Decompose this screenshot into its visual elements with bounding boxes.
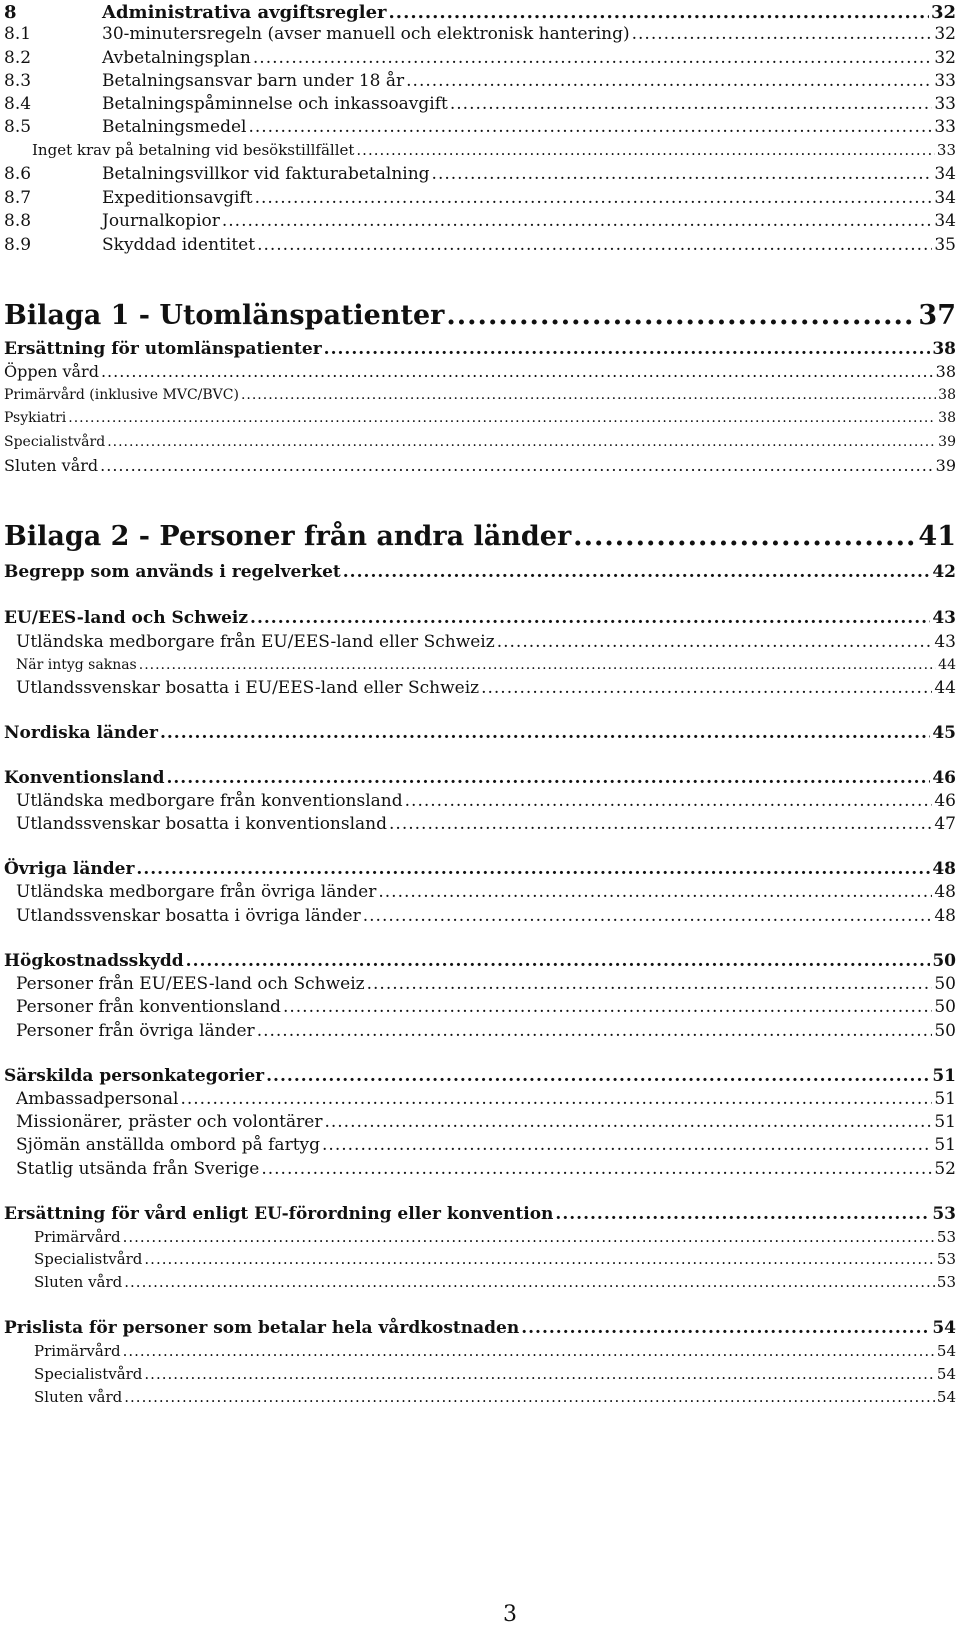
toc-title: Konventionsland — [4, 768, 165, 788]
toc-title: Personer från övriga länder — [16, 1021, 255, 1041]
toc-dot-leader — [255, 188, 933, 209]
toc-entry-bilaga-1-utomlanspatienter[interactable] — [4, 300, 956, 331]
toc-dot-leader — [68, 409, 936, 427]
toc-page-number: 44 — [934, 678, 956, 698]
toc-page-number: 33 — [934, 94, 956, 114]
toc-title: Sluten vård — [34, 1273, 123, 1291]
toc-entry-ersattning-for-utomlanspatienter[interactable] — [4, 339, 956, 360]
toc-entry-oppen-vard[interactable] — [4, 362, 956, 382]
toc-dot-leader — [573, 521, 916, 552]
toc-entry-psykiatri[interactable] — [4, 409, 956, 427]
toc-entry-personer-fran-konventionsland[interactable] — [16, 997, 956, 1018]
toc-dot-leader — [123, 1342, 935, 1361]
toc-title: Prislista för personer som betalar hela vårdkostnaden — [4, 1318, 520, 1338]
toc-page-number: 33 — [936, 141, 956, 159]
toc-page-number: 32 — [934, 24, 956, 44]
toc-entry-betalningspaminnelse-och-inkassoavgift[interactable] — [4, 94, 956, 115]
toc-page-number: 37 — [918, 300, 956, 331]
toc-dot-leader — [446, 300, 916, 331]
toc-entry-specialistvard[interactable] — [34, 1250, 956, 1269]
toc-page-number: 51 — [934, 1135, 956, 1155]
toc-title: Betalningspåminnelse och inkassoavgift — [102, 94, 448, 114]
toc-entry-missionarer-praster-och-volontarer[interactable] — [16, 1112, 956, 1133]
toc-entry-personer-fran-ovriga-lander[interactable] — [16, 1021, 956, 1042]
toc-page-number: 33 — [934, 71, 956, 91]
toc-title: Journalkopior — [102, 211, 220, 231]
toc-title: Expeditionsavgift — [102, 188, 253, 208]
toc-page-number: 53 — [936, 1273, 956, 1291]
toc-dot-leader — [144, 1250, 935, 1269]
toc-entry-betalningsansvar-barn-under-18-ar[interactable] — [4, 71, 956, 92]
toc-entry-bilaga-2-personer-fran-andra-lander[interactable] — [4, 521, 956, 552]
toc-entry-sjoman-anstallda-ombord-pa-fartyg[interactable] — [16, 1135, 956, 1156]
toc-page-number: 50 — [934, 1021, 956, 1041]
toc-title: Specialistvård — [34, 1250, 143, 1268]
toc-entry-betalningsvillkor-vid-fakturabetalning[interactable] — [4, 164, 956, 185]
toc-entry-expeditionsavgift[interactable] — [4, 188, 956, 209]
toc-entry-sarskilda-personkategorier[interactable] — [4, 1066, 956, 1087]
toc-dot-leader — [322, 1135, 932, 1156]
toc-page-number: 41 — [918, 521, 956, 552]
toc-page-number: 44 — [938, 657, 956, 673]
toc-entry-personer-fran-eu-ees-land-och-schweiz[interactable] — [16, 974, 956, 995]
toc-title: Betalningsmedel — [102, 117, 247, 137]
toc-title: Övriga länder — [4, 859, 135, 879]
toc-title: Högkostnadsskydd — [4, 951, 184, 971]
toc-dot-leader — [241, 386, 936, 404]
toc-title: Administrativa avgiftsregler — [102, 2, 387, 23]
toc-entry-betalningsmedel[interactable] — [4, 117, 956, 138]
toc-page-number: 42 — [932, 562, 956, 582]
toc-entry-begrepp-som-anvands-i-regelverket[interactable] — [4, 562, 956, 583]
toc-dot-leader — [481, 678, 932, 699]
toc-title: Specialistvård — [34, 1365, 143, 1383]
toc-page-number: 43 — [932, 608, 956, 628]
toc-page-number: 51 — [932, 1066, 956, 1086]
toc-page-number: 47 — [934, 814, 956, 834]
toc-dot-leader — [160, 723, 930, 744]
toc-entry-30-minutersregeln-avser-manuell-och-elektronisk-hantering[interactable] — [4, 24, 956, 45]
toc-entry-inget-krav-pa-betalning-vid-besokstillfallet[interactable] — [32, 141, 956, 160]
toc-page-number: 53 — [936, 1250, 956, 1268]
toc-page-number: 51 — [934, 1089, 956, 1109]
toc-entry-administrativa-avgiftsregler[interactable] — [4, 2, 956, 24]
toc-dot-leader — [363, 906, 933, 927]
toc-title: Utlandssvenskar bosatta i EU/EES-land eller Schweiz — [16, 678, 480, 698]
toc-entry-ersattning-for-vard-enligt-eu-forordning-eller-konvention[interactable] — [4, 1204, 956, 1225]
toc-title: Personer från konventionsland — [16, 997, 281, 1017]
toc-page-number: 50 — [934, 974, 956, 994]
toc-page-number: 48 — [934, 882, 956, 902]
toc-entry-utlandssvenskar-bosatta-i-eu-ees-land-eller-schweiz[interactable] — [16, 678, 956, 699]
toc-entry-sluten-vard[interactable] — [34, 1273, 956, 1292]
toc-dot-leader — [356, 141, 935, 160]
toc-dot-leader — [324, 1112, 932, 1133]
toc-section-number: 8.5 — [4, 117, 32, 137]
toc-dot-leader — [250, 608, 930, 629]
toc-entry-prislista-for-personer-som-betalar-hela-vardkostnaden[interactable] — [4, 1318, 956, 1339]
toc-title: Specialistvård — [4, 434, 106, 450]
toc-entry-journalkopior[interactable] — [4, 211, 956, 232]
toc-title: Skyddad identitet — [102, 235, 256, 255]
toc-entry-specialistvard[interactable] — [4, 433, 956, 451]
toc-title: 30-minutersregeln (avser manuell och elektronisk hantering) — [102, 24, 630, 44]
toc-dot-leader — [405, 791, 933, 812]
toc-title: Sluten vård — [4, 456, 99, 475]
toc-title: EU/EES-land och Schweiz — [4, 608, 249, 628]
toc-page-number: 51 — [934, 1112, 956, 1132]
toc-section-number: 8.1 — [4, 24, 32, 44]
toc-page-number: 50 — [932, 951, 956, 971]
toc-dot-leader — [123, 1228, 935, 1247]
toc-page-number: 48 — [932, 859, 956, 879]
toc-dot-leader — [367, 974, 933, 995]
toc-dot-leader — [136, 859, 930, 880]
toc-entry-hogkostnadsskydd[interactable] — [4, 951, 956, 972]
toc-dot-leader — [324, 339, 931, 360]
toc-page-number: 38 — [938, 410, 956, 426]
toc-dot-leader — [101, 362, 934, 382]
toc-page-number: 32 — [934, 48, 956, 68]
toc-entry-ambassadpersonal[interactable] — [16, 1089, 956, 1110]
toc-page-number: 45 — [932, 723, 956, 743]
toc-entry-utlandssvenskar-bosatta-i-ovriga-lander[interactable] — [16, 906, 956, 927]
toc-dot-leader — [266, 1066, 930, 1087]
toc-page-number: 54 — [932, 1318, 956, 1338]
toc-page-number: 46 — [932, 768, 956, 788]
toc-dot-leader — [248, 117, 932, 138]
toc-dot-leader — [124, 1273, 935, 1292]
toc-title: Begrepp som används i regelverket — [4, 562, 341, 582]
toc-section-number: 8.3 — [4, 71, 32, 91]
toc-page-number: 46 — [934, 791, 956, 811]
toc-entry-primarvard[interactable] — [34, 1228, 956, 1247]
toc-title: Ambassadpersonal — [16, 1089, 179, 1109]
toc-dot-leader — [257, 235, 932, 256]
toc-title: Avbetalningsplan — [102, 48, 251, 68]
toc-dot-leader — [343, 562, 931, 583]
toc-dot-leader — [378, 882, 932, 903]
toc-page-number: 50 — [934, 997, 956, 1017]
toc-entry-sluten-vard[interactable] — [34, 1388, 956, 1407]
toc-entry-statlig-utsanda-fran-sverige[interactable] — [16, 1159, 956, 1180]
toc-entry-utlandska-medborgare-fran-eu-ees-land-eller-schweiz[interactable] — [16, 632, 956, 653]
toc-page-number: 54 — [936, 1388, 956, 1406]
toc-title: Sjömän anställda ombord på fartyg — [16, 1135, 321, 1155]
toc-dot-leader — [389, 814, 932, 835]
toc-dot-leader — [107, 433, 936, 451]
toc-title: Utländska medborgare från övriga länder — [16, 882, 377, 902]
toc-title: Betalningsvillkor vid fakturabetalning — [102, 164, 430, 184]
toc-section-number: 8.9 — [4, 235, 32, 255]
toc-dot-leader — [124, 1388, 935, 1407]
toc-title: Missionärer, präster och volontärer — [16, 1112, 323, 1132]
toc-dot-leader — [521, 1318, 930, 1339]
toc-page-number: 39 — [935, 456, 956, 475]
toc-section-number: 8.4 — [4, 94, 32, 114]
toc-dot-leader — [261, 1159, 932, 1180]
toc-title: Bilaga 1 - Utomlänspatienter — [4, 300, 445, 331]
toc-dot-leader — [450, 94, 933, 115]
toc-title: Utlandssvenskar bosatta i konventionsland — [16, 814, 388, 834]
toc-dot-leader — [497, 632, 933, 653]
toc-dot-leader — [257, 1021, 933, 1042]
toc-section-number: 8.7 — [4, 188, 32, 208]
toc-section-number: 8 — [4, 2, 17, 23]
toc-dot-leader — [144, 1365, 935, 1384]
toc-page-number: 38 — [932, 339, 956, 359]
toc-entry-utlandska-medborgare-fran-konventionsland[interactable] — [16, 791, 956, 812]
toc-entry-nordiska-lander[interactable] — [4, 723, 956, 744]
toc-dot-leader — [166, 768, 930, 789]
toc-dot-leader — [632, 24, 933, 45]
toc-title: Primärvård (inklusive MVC/BVC) — [4, 387, 239, 403]
toc-entry-nar-intyg-saknas[interactable] — [16, 656, 956, 674]
toc-title: Psykiatri — [4, 410, 67, 426]
toc-page-number: 34 — [934, 188, 956, 208]
toc-entry-ovriga-lander[interactable] — [4, 859, 956, 880]
toc-page-number: 54 — [936, 1365, 956, 1383]
toc-dot-leader — [253, 48, 932, 69]
toc-dot-leader — [283, 997, 932, 1018]
toc-title: När intyg saknas — [16, 657, 137, 673]
toc-page-number: 38 — [938, 387, 956, 403]
toc-dot-leader — [406, 71, 932, 92]
toc-page-number: 53 — [932, 1204, 956, 1224]
toc-page-number: 32 — [930, 2, 956, 23]
toc-title: Sluten vård — [34, 1388, 123, 1406]
toc-entry-primarvard-inklusive-mvc-bvc[interactable] — [4, 386, 956, 404]
toc-section-number: 8.8 — [4, 211, 32, 231]
toc-page-number: 53 — [936, 1228, 956, 1246]
toc-page-number: 38 — [935, 362, 956, 381]
toc-title: Primärvård — [34, 1228, 121, 1246]
toc-title: Öppen vård — [4, 362, 99, 381]
toc-title: Ersättning för vård enligt EU-förordning eller konvention — [4, 1204, 554, 1224]
toc-title: Personer från EU/EES-land och Schweiz — [16, 974, 365, 994]
toc-dot-leader — [222, 211, 932, 232]
toc-page-number: 35 — [934, 235, 956, 255]
toc-title: Primärvård — [34, 1342, 121, 1360]
toc-title: Inget krav på betalning vid besökstillfället — [32, 141, 355, 159]
toc-page-number: 33 — [934, 117, 956, 137]
page-number: 3 — [503, 1602, 517, 1627]
toc-entry-eu-ees-land-och-schweiz[interactable] — [4, 608, 956, 629]
toc-dot-leader — [389, 2, 929, 24]
toc-page-number: 48 — [934, 906, 956, 926]
toc-entry-sluten-vard[interactable] — [4, 456, 956, 476]
toc-entry-primarvard[interactable] — [34, 1342, 956, 1361]
toc-title: Utländska medborgare från konventionsland — [16, 791, 403, 811]
toc-title: Betalningsansvar barn under 18 år — [102, 71, 405, 91]
toc-entry-utlandska-medborgare-fran-ovriga-lander[interactable] — [16, 882, 956, 903]
toc-page-number: 34 — [934, 211, 956, 231]
toc-dot-leader — [555, 1204, 930, 1225]
toc-entry-konventionsland[interactable] — [4, 768, 956, 789]
toc-dot-leader — [100, 456, 934, 476]
toc-title: Nordiska länder — [4, 723, 158, 743]
toc-page-number: 43 — [934, 632, 956, 652]
toc-dot-leader — [432, 164, 933, 185]
toc-page-number: 52 — [934, 1159, 956, 1179]
toc-entry-utlandssvenskar-bosatta-i-konventionsland[interactable] — [16, 814, 956, 835]
toc-entry-specialistvard[interactable] — [34, 1365, 956, 1384]
toc-dot-leader — [180, 1089, 932, 1110]
toc-section-number: 8.6 — [4, 164, 32, 184]
toc-title: Särskilda personkategorier — [4, 1066, 265, 1086]
toc-title: Utländska medborgare från EU/EES-land eller Schweiz — [16, 632, 495, 652]
toc-title: Bilaga 2 - Personer från andra länder — [4, 521, 572, 552]
toc-page-number: 54 — [936, 1342, 956, 1360]
toc-title: Ersättning för utomlänspatienter — [4, 339, 322, 359]
toc-entry-skyddad-identitet[interactable] — [4, 235, 956, 256]
toc-section-number: 8.2 — [4, 48, 32, 68]
toc-title: Statlig utsända från Sverige — [16, 1159, 260, 1179]
toc-title: Utlandssvenskar bosatta i övriga länder — [16, 906, 361, 926]
toc-dot-leader — [186, 951, 931, 972]
toc-dot-leader — [139, 656, 936, 674]
toc-entry-avbetalningsplan[interactable] — [4, 48, 956, 69]
toc-page-number: 39 — [938, 434, 956, 450]
toc-page-number: 34 — [934, 164, 956, 184]
